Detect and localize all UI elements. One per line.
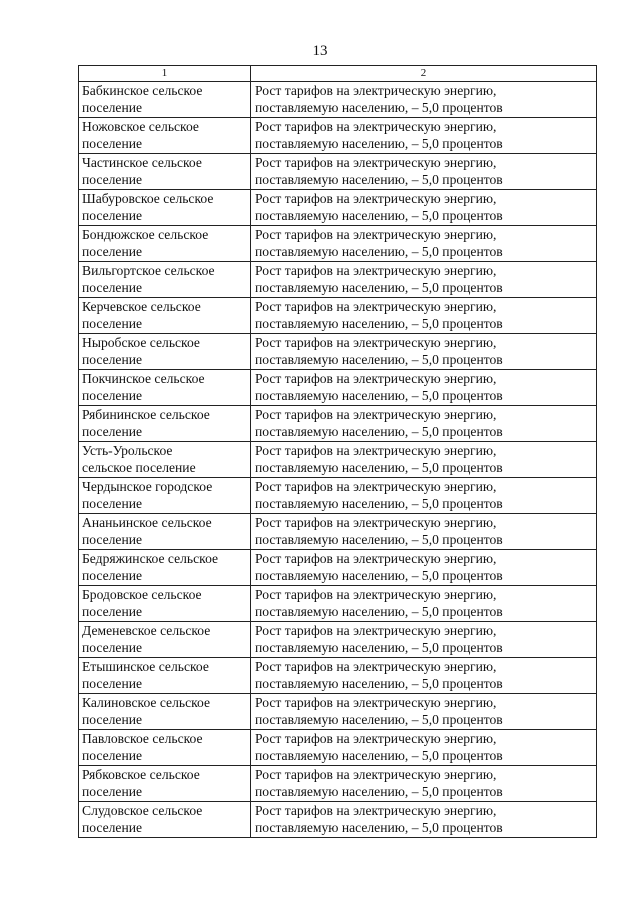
table-body <box>79 82 597 838</box>
settlement-name-cell: Бондюжское сельское поселение <box>79 226 251 262</box>
table-row <box>79 766 597 802</box>
settlement-name-cell: Бедряжинское сельское поселение <box>79 550 251 586</box>
settlement-name-cell: Деменевское сельское поселение <box>79 622 251 658</box>
table-row <box>79 262 597 298</box>
settlement-name-cell: Етышинское сельское поселение <box>79 658 251 694</box>
table-row <box>79 586 597 622</box>
settlement-name-cell: Рябковское сельское поселение <box>79 766 251 802</box>
settlement-name-cell: Вильгортское сельское поселение <box>79 262 251 298</box>
tariff-description-cell: Рост тарифов на электрическую энергию, поставляемую населению, – 5,0 процентов <box>251 406 597 442</box>
tariff-description-cell: Рост тарифов на электрическую энергию, поставляемую населению, – 5,0 процентов <box>251 766 597 802</box>
table-row <box>79 370 597 406</box>
tariff-description-cell: Рост тарифов на электрическую энергию, поставляемую населению, – 5,0 процентов <box>251 622 597 658</box>
table-row <box>79 226 597 262</box>
tariff-description-cell: Рост тарифов на электрическую энергию, поставляемую населению, – 5,0 процентов <box>251 478 597 514</box>
settlement-name-cell: Керчевское сельское поселение <box>79 298 251 334</box>
tariff-description-cell: Рост тарифов на электрическую энергию, поставляемую населению, – 5,0 процентов <box>251 298 597 334</box>
table-row <box>79 658 597 694</box>
table-row <box>79 190 597 226</box>
settlement-name-cell: Ананьинское сельское поселение <box>79 514 251 550</box>
table-row <box>79 118 597 154</box>
tariff-description-cell: Рост тарифов на электрическую энергию, поставляемую населению, – 5,0 процентов <box>251 226 597 262</box>
settlement-name-cell: Ножовское сельское поселение <box>79 118 251 154</box>
settlement-name-cell: Покчинское сельское поселение <box>79 370 251 406</box>
settlement-name-cell: Частинское сельское поселение <box>79 154 251 190</box>
tariff-description-cell: Рост тарифов на электрическую энергию, поставляемую населению, – 5,0 процентов <box>251 514 597 550</box>
settlement-name-cell: Чердынское городское поселение <box>79 478 251 514</box>
settlement-name-cell: Бродовское сельское поселение <box>79 586 251 622</box>
settlement-name-cell: Усть-Урольское сельское поселение <box>79 442 251 478</box>
tariff-description-cell: Рост тарифов на электрическую энергию, поставляемую населению, – 5,0 процентов <box>251 334 597 370</box>
tariff-description-cell: Рост тарифов на электрическую энергию, поставляемую населению, – 5,0 процентов <box>251 802 597 838</box>
table-row <box>79 154 597 190</box>
tariff-description-cell: Рост тарифов на электрическую энергию, поставляемую населению, – 5,0 процентов <box>251 442 597 478</box>
table-row <box>79 406 597 442</box>
tariff-description-cell: Рост тарифов на электрическую энергию, поставляемую населению, – 5,0 процентов <box>251 550 597 586</box>
tariff-description-cell: Рост тарифов на электрическую энергию, поставляемую населению, – 5,0 процентов <box>251 730 597 766</box>
tariff-description-cell: Рост тарифов на электрическую энергию, поставляемую населению, – 5,0 процентов <box>251 658 597 694</box>
table-row <box>79 694 597 730</box>
settlement-name-cell: Рябининское сельское поселение <box>79 406 251 442</box>
table-row <box>79 730 597 766</box>
tariff-description-cell: Рост тарифов на электрическую энергию, поставляемую населению, – 5,0 процентов <box>251 190 597 226</box>
table-row <box>79 514 597 550</box>
tariff-description-cell: Рост тарифов на электрическую энергию, поставляемую населению, – 5,0 процентов <box>251 694 597 730</box>
settlement-name-cell: Бабкинское сельское поселение <box>79 82 251 118</box>
page-number: 13 <box>312 43 328 59</box>
table-row <box>79 298 597 334</box>
settlement-name-cell: Слудовское сельское поселение <box>79 802 251 838</box>
tariff-table <box>78 65 597 838</box>
tariff-description-cell: Рост тарифов на электрическую энергию, поставляемую населению, – 5,0 процентов <box>251 82 597 118</box>
settlement-name-cell: Шабуровское сельское поселение <box>79 190 251 226</box>
settlement-name-cell: Калиновское сельское поселение <box>79 694 251 730</box>
tariff-description-cell: Рост тарифов на электрическую энергию, поставляемую населению, – 5,0 процентов <box>251 154 597 190</box>
table-row <box>79 442 597 478</box>
column-header-1: 1 <box>79 66 251 82</box>
table-row <box>79 82 597 118</box>
table-row <box>79 334 597 370</box>
settlement-name-cell: Павловское сельское поселение <box>79 730 251 766</box>
tariff-description-cell: Рост тарифов на электрическую энергию, поставляемую населению, – 5,0 процентов <box>251 370 597 406</box>
settlement-name-cell: Ныробское сельское поселение <box>79 334 251 370</box>
table-row <box>79 550 597 586</box>
table-header-row <box>79 66 597 82</box>
table-row <box>79 622 597 658</box>
tariff-description-cell: Рост тарифов на электрическую энергию, поставляемую населению, – 5,0 процентов <box>251 118 597 154</box>
table-row <box>79 478 597 514</box>
tariff-description-cell: Рост тарифов на электрическую энергию, поставляемую населению, – 5,0 процентов <box>251 586 597 622</box>
table-row <box>79 802 597 838</box>
column-header-2: 2 <box>251 66 597 82</box>
tariff-description-cell: Рост тарифов на электрическую энергию, поставляемую населению, – 5,0 процентов <box>251 262 597 298</box>
